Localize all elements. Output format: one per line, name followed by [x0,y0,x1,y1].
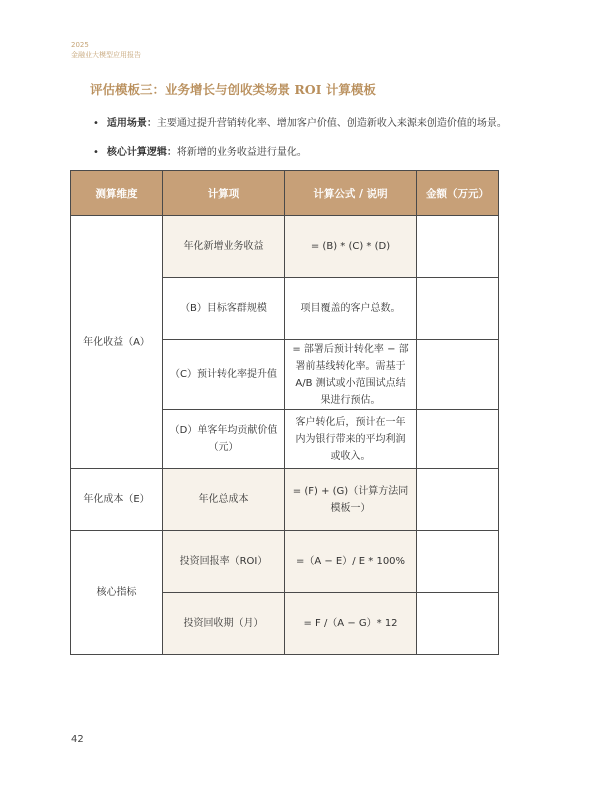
bullet-dot: • [93,118,99,129]
header-year: 2025 [71,41,89,49]
row-amount[interactable] [417,340,499,410]
row-formula: 项目覆盖的客户总数。 [285,278,417,340]
row-formula: = (B) * (C) * (D) [285,216,417,278]
bullet-scope [93,114,507,129]
row-item: （C）预计转化率提升值 [163,340,285,410]
table-row [71,469,499,531]
row-formula: 客户转化后，预计在一年内为银行带来的平均利润或收入。 [285,410,417,469]
group-cost: 年化成本（E） [71,469,163,531]
row-item: （D）单客年均贡献价值（元） [163,410,285,469]
row-item: 投资回报率（ROI） [163,531,285,593]
bullet-dot: • [93,147,99,158]
bullet-text: 将新增的业务收益进行量化。 [176,147,307,158]
section-title: 评估模板三：业务增长与创收类场景 ROI 计算模板 [90,82,376,97]
row-amount[interactable] [417,469,499,531]
header-formula: 计算公式 / 说明 [285,171,417,216]
table-row [71,531,499,593]
row-amount[interactable] [417,410,499,469]
roi-table [70,170,499,655]
group-core: 核心指标 [71,531,163,655]
row-formula: = F /（A − G）* 12 [285,593,417,655]
row-item: 投资回收期（月） [163,593,285,655]
table-row [71,216,499,278]
row-amount[interactable] [417,216,499,278]
bullet-label: 适用场景： [106,118,157,129]
row-amount[interactable] [417,278,499,340]
group-revenue: 年化收益（A） [71,216,163,469]
bullet-label: 核心计算逻辑： [106,147,177,158]
bullet-text: 主要通过提升营销转化率、增加客户价值、创造新收入来源来创造价值的场景。 [156,118,507,129]
header-item: 计算项 [163,171,285,216]
row-amount[interactable] [417,531,499,593]
header-dimension: 测算维度 [71,171,163,216]
table-header-row [71,171,499,216]
row-formula: = 部署后预计转化率 − 部署前基线转化率。需基于 A/B 测试或小范围试点结果进行预估。 [285,340,417,410]
header-report-title: 金融业大模型应用报告 [71,51,141,59]
header-amount: 金额（万元） [417,171,499,216]
row-formula: = (F) + (G)（计算方法同模板一） [285,469,417,531]
bullet-logic [93,143,307,158]
row-item: （B）目标客群规模 [163,278,285,340]
page-number: 42 [71,734,84,745]
row-item: 年化新增业务收益 [163,216,285,278]
row-amount[interactable] [417,593,499,655]
row-formula: =（A − E）/ E * 100% [285,531,417,593]
row-item: 年化总成本 [163,469,285,531]
